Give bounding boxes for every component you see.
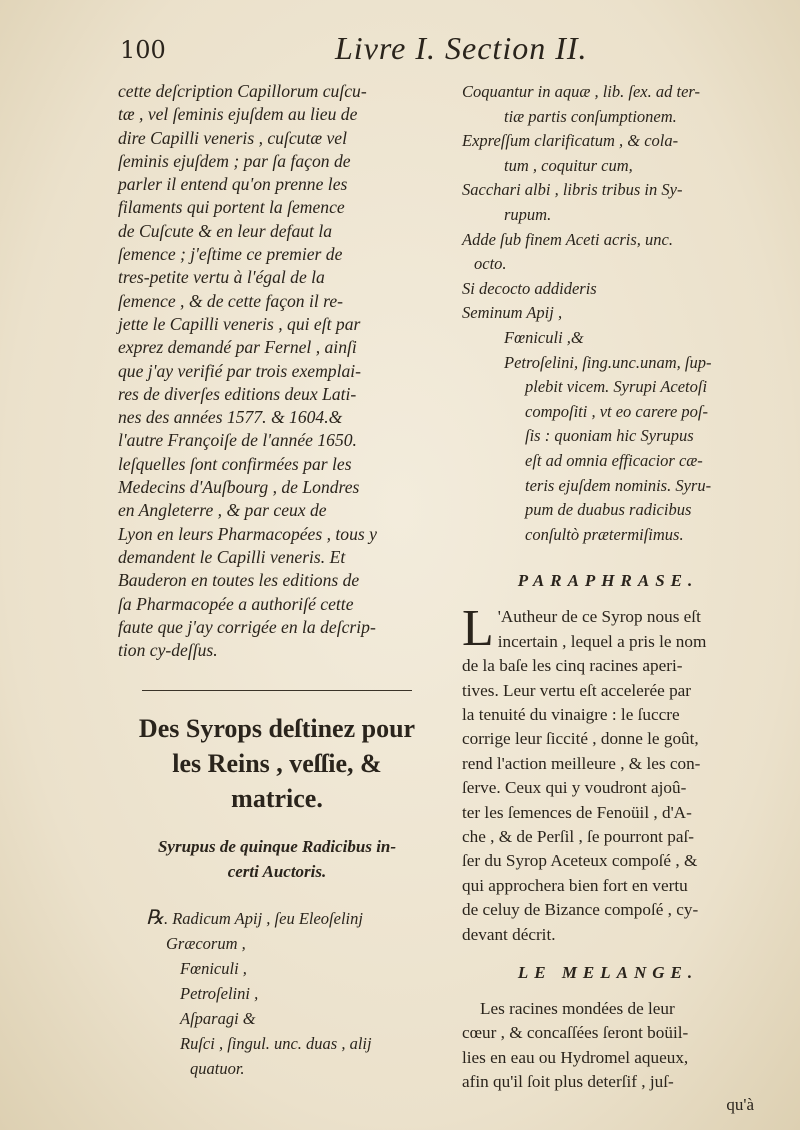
text-line: nes des années 1577. & 1604.&	[118, 407, 343, 428]
text-line: lies en eau ou Hydromel aqueux,	[462, 1047, 689, 1067]
latin-line: Seminum Apij ,	[462, 303, 563, 323]
text-line: jette le Capilli veneris , qui eſt par	[118, 313, 361, 334]
text-line: devant décrit.	[462, 924, 556, 944]
text-line: demandent le Capilli veneris. Et	[118, 546, 346, 567]
text-line: 'Autheur de ce Syrop nous eſt	[497, 607, 701, 627]
recipe-line: Græcorum ,	[166, 934, 246, 954]
subtitle-line: Syrupus de quinque Radicibus in-	[157, 837, 397, 857]
section-title-line: Des Syrops deſtinez pour	[138, 714, 416, 744]
latin-line: ſis : quoniam hic Syrupus	[525, 426, 694, 446]
latin-line: teris ejuſdem nominis. Syru-	[525, 475, 712, 495]
text-line: ſemence ; j'eſtime ce premier de	[118, 244, 343, 265]
latin-line: Expreſſum clarificatum , & cola-	[462, 131, 679, 151]
text-line: de la baſe les cinq racines aperi-	[462, 656, 683, 676]
catchword: qu'à	[726, 1094, 754, 1114]
section-title-line: les Reins , veſſie, &	[172, 749, 382, 779]
subtitle-line: certi Auctoris.	[227, 862, 327, 882]
latin-line: tiæ partis conſumptionem.	[504, 106, 677, 126]
text-line: leſquelles ſont confirmées par les	[118, 453, 352, 474]
text-line: parler il entend qu'on prenne les	[118, 174, 348, 195]
text-line: que j'ay verifié par trois exemplai-	[118, 360, 362, 381]
latin-line: octo.	[474, 254, 507, 274]
latin-line: Si decocto addideris	[462, 278, 597, 298]
text-line: tives. Leur vertu eſt accelerée par	[462, 680, 692, 700]
text-line: Les racines mondées de leur	[480, 998, 675, 1018]
latin-line: compoſiti , vt eo carere poſ-	[525, 401, 708, 421]
text-line: Medecins d'Auſbourg , de Londres	[118, 477, 360, 498]
text-line: la tenuité du vinaigre : le ſuccre	[462, 704, 680, 724]
latin-line: Sacchari albi , libris tribus in Sy-	[462, 180, 683, 200]
latin-line: rupum.	[504, 204, 552, 224]
recipe-line: Petroſelini ,	[180, 984, 259, 1004]
latin-line: Adde ſub finem Aceti acris, unc.	[462, 229, 673, 249]
text-line: tres-petite vertu à l'égal de la	[118, 267, 325, 288]
latin-line: plebit vicem. Syrupi Acetoſi	[525, 377, 708, 397]
recipe-line: Aſparagi &	[180, 1009, 256, 1029]
paraphrase-paragraph	[462, 600, 754, 947]
text-line: ſerve. Ceux qui y voudront ajoû-	[462, 778, 687, 798]
text-line: corrige leur ſiccité , donne le goût,	[462, 729, 699, 749]
section-divider	[142, 690, 412, 691]
text-line: ſemence , & de cette façon il re-	[118, 290, 344, 311]
text-line: de celuy de Bizance compoſé , cy-	[462, 900, 699, 920]
text-line: res de diverſes editions deux Lati-	[118, 383, 357, 404]
latin-line: conſultò prætermiſimus.	[525, 524, 684, 544]
text-line: dire Capilli veneris , cuſcutæ vel	[118, 127, 347, 148]
latin-line: pum de duabus radicibus	[525, 500, 692, 520]
latin-line: eſt ad omnia efficacior cæ-	[525, 450, 703, 470]
section-title-line: matrice.	[231, 784, 323, 814]
text-line: faute que j'ay corrigée en la deſcrip-	[118, 616, 376, 637]
text-line: ſeminis ejuſdem ; par ſa façon de	[118, 150, 351, 171]
recipe-subtitle	[118, 834, 436, 884]
text-line: afin qu'il ſoit plus deterſif , juſ-	[462, 1072, 674, 1092]
text-line: en Angleterre , & par ceux de	[118, 500, 327, 521]
left-column	[118, 80, 436, 1081]
paraphrase-heading: PARAPHRASE.	[517, 571, 699, 591]
recipe-line: quatuor.	[190, 1059, 245, 1079]
melange-paragraph	[462, 997, 754, 1095]
recipe-line: Ruſci , ſingul. unc. duas , alij	[180, 1034, 372, 1054]
latin-line: Fœniculi ,&	[504, 327, 584, 347]
latin-line: Coquantur in aquæ , lib. ſex. ad ter-	[462, 82, 700, 101]
section-title	[118, 711, 436, 816]
text-line: cette deſcription Capillorum cuſcu-	[118, 81, 367, 101]
text-line: rend l'action meilleure , & les con-	[462, 753, 701, 773]
text-line: tion cy-deſſus.	[118, 640, 218, 661]
text-line: filaments qui portent la ſemence	[118, 197, 345, 218]
recipe-text: . Radicum Apij , ſeu Eleoſelinj	[163, 909, 363, 929]
running-title: Livre I. Section II.	[335, 30, 588, 66]
text-line: qui approchera bien fort en vertu	[462, 875, 688, 895]
text-line: Bauderon en toutes les editions de	[118, 570, 360, 591]
page-header	[120, 30, 640, 70]
text-line: exprez demandé par Fernel , ainſi	[118, 337, 357, 358]
recipe-line	[118, 906, 436, 931]
latin-line: Petroſelini, ſing.unc.unam, ſup-	[504, 352, 712, 372]
text-line: ſa Pharmacopée a authoriſé cette	[118, 593, 354, 614]
text-line: incertain , lequel a pris le nom	[497, 631, 707, 651]
latin-recipe-continuation	[462, 80, 754, 547]
commentary-paragraph	[118, 80, 436, 662]
page-number: 100	[120, 36, 166, 64]
text-line: Lyon en leurs Pharmacopées , tous y	[118, 523, 377, 544]
melange-heading: LE MELANGE.	[517, 962, 699, 982]
recipe-ingredients	[118, 906, 436, 1081]
text-line: che , & de Perſil , ſe pourront paſ-	[462, 826, 694, 846]
right-column	[462, 80, 754, 1115]
recipe-line: Fœniculi ,	[180, 959, 247, 979]
drop-cap: L	[462, 600, 494, 658]
text-line: tæ , vel ſeminis ejuſdem au lieu de	[118, 104, 358, 125]
text-line: l'autre Françoiſe de l'année 1650.	[118, 430, 357, 451]
recipe-symbol-icon: ℞	[146, 907, 164, 930]
text-line: cœur , & concaſſées ſeront boüil-	[462, 1023, 689, 1043]
text-line: ter les ſemences de Fenoüil , d'A-	[462, 802, 692, 822]
text-line: de Cuſcute & en leur defaut la	[118, 220, 333, 241]
latin-line: tum , coquitur cum,	[504, 155, 633, 175]
text-line: ſer du Syrop Aceteux compoſé , &	[462, 851, 698, 871]
